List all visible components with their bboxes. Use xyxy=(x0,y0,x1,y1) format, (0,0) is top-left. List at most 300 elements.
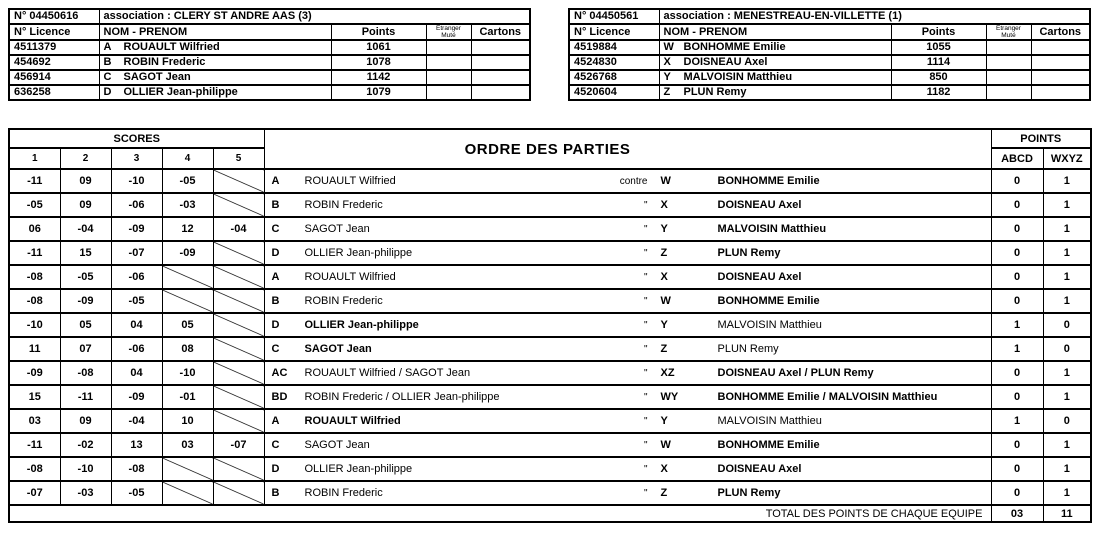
away-letter: Z xyxy=(660,487,668,499)
home-points-cell: 0 xyxy=(991,265,1043,289)
roster-header-row-2 xyxy=(9,24,530,40)
roster-header-row-2 xyxy=(569,24,1090,40)
home-points-cell: 1 xyxy=(991,313,1043,337)
home-points-cell: 0 xyxy=(991,361,1043,385)
score-cell: -09 xyxy=(60,289,111,313)
home-letter: A xyxy=(271,415,280,427)
versus-label: " xyxy=(643,271,648,283)
name-header: NOM - PRENOM xyxy=(659,24,891,40)
roster-player-row xyxy=(569,40,1090,55)
away-letter: W xyxy=(660,175,671,187)
player-name-cell xyxy=(99,85,331,100)
etranger-cell xyxy=(986,70,1031,85)
match-description-cell xyxy=(264,289,991,313)
match-row xyxy=(9,289,1091,313)
player-name-cell xyxy=(99,55,331,70)
score-cell: -05 xyxy=(111,481,162,505)
versus-label: " xyxy=(643,319,648,331)
points-cell: 1079 xyxy=(331,85,426,100)
match-description xyxy=(265,410,991,432)
player-letter: Y xyxy=(663,71,671,83)
match-header-row-1 xyxy=(9,129,1091,148)
score-cell: -09 xyxy=(111,385,162,409)
club-number: N° 04450616 xyxy=(9,9,99,24)
score-cell: -01 xyxy=(162,385,213,409)
home-letter: AC xyxy=(271,367,288,379)
match-row xyxy=(9,481,1091,505)
match-description-cell xyxy=(264,193,991,217)
roster-header-row-1 xyxy=(569,9,1090,24)
etranger-cell xyxy=(986,40,1031,55)
away-points-cell: 1 xyxy=(1043,241,1091,265)
match-description-cell xyxy=(264,313,991,337)
score-cell: 03 xyxy=(162,433,213,457)
home-letter: C xyxy=(271,343,280,355)
score-cell-empty xyxy=(213,409,264,433)
total-points-abcd: 03 xyxy=(991,505,1043,522)
score-cell: -08 xyxy=(9,457,60,481)
away-name: DOISNEAU Axel xyxy=(717,271,802,283)
score-cell: 06 xyxy=(9,217,60,241)
score-cell: -10 xyxy=(60,457,111,481)
licence-cell: 456914 xyxy=(9,70,99,85)
licence-cell: 4520604 xyxy=(569,85,659,100)
away-points-cell: 0 xyxy=(1043,313,1091,337)
versus-label: " xyxy=(643,199,648,211)
home-name: SAGOT Jean xyxy=(304,343,372,355)
etranger-mute-header xyxy=(426,24,471,40)
away-points-cell: 1 xyxy=(1043,193,1091,217)
score-cell-empty xyxy=(213,241,264,265)
score-cell: -06 xyxy=(111,337,162,361)
score-cell: 10 xyxy=(162,409,213,433)
mute-label: Muté xyxy=(1001,31,1016,39)
score-cell: 12 xyxy=(162,217,213,241)
roster-player-row xyxy=(569,85,1090,100)
away-name: DOISNEAU Axel xyxy=(717,199,802,211)
cartons-cell xyxy=(1031,85,1090,100)
score-cell-empty xyxy=(162,481,213,505)
score-cell: -08 xyxy=(60,361,111,385)
away-letter: X xyxy=(660,463,668,475)
match-row xyxy=(9,313,1091,337)
score-cell: 15 xyxy=(9,385,60,409)
player-name-cell xyxy=(659,40,891,55)
away-letter: Y xyxy=(660,223,668,235)
score-cell: 05 xyxy=(60,313,111,337)
points-cell: 1182 xyxy=(891,85,986,100)
player-letter: Z xyxy=(663,86,671,98)
roster-player-row xyxy=(9,70,530,85)
versus-label: " xyxy=(643,247,648,259)
score-cell-empty xyxy=(213,265,264,289)
match-row xyxy=(9,433,1091,457)
home-points-cell: 0 xyxy=(991,481,1043,505)
home-letter: C xyxy=(271,223,280,235)
match-description-cell xyxy=(264,409,991,433)
home-letter: D xyxy=(271,463,280,475)
versus-label: " xyxy=(643,343,648,355)
away-points-cell: 1 xyxy=(1043,481,1091,505)
match-description xyxy=(265,458,991,480)
versus-label: " xyxy=(643,439,648,451)
etranger-cell xyxy=(426,70,471,85)
score-cell: -10 xyxy=(162,361,213,385)
score-cell: 04 xyxy=(111,361,162,385)
away-name: MALVOISIN Matthieu xyxy=(717,415,822,427)
score-cell: -07 xyxy=(213,433,264,457)
away-points-cell: 1 xyxy=(1043,361,1091,385)
score-cell: 11 xyxy=(9,337,60,361)
match-description-cell xyxy=(264,361,991,385)
score-cell: -02 xyxy=(60,433,111,457)
score-cell-empty xyxy=(213,313,264,337)
name-header: NOM - PRENOM xyxy=(99,24,331,40)
home-name: ROBIN Frederic xyxy=(304,487,383,499)
score-cell: -06 xyxy=(111,193,162,217)
points-cell: 1055 xyxy=(891,40,986,55)
set-col-header-5: 5 xyxy=(213,148,264,169)
etranger-mute-header xyxy=(986,24,1031,40)
match-row xyxy=(9,385,1091,409)
home-points-cell: 0 xyxy=(991,433,1043,457)
licence-cell: 4511379 xyxy=(9,40,99,55)
points-header: Points xyxy=(891,24,986,40)
versus-label: " xyxy=(643,391,648,403)
versus-label: " xyxy=(643,415,648,427)
cartons-cell xyxy=(471,70,530,85)
match-row xyxy=(9,265,1091,289)
away-name: MALVOISIN Matthieu xyxy=(717,223,827,235)
score-cell: -11 xyxy=(9,241,60,265)
away-letter: X xyxy=(660,271,668,283)
match-description-cell xyxy=(264,385,991,409)
home-letter: B xyxy=(271,487,280,499)
score-cell: 09 xyxy=(60,193,111,217)
cartons-cell xyxy=(1031,70,1090,85)
licence-cell: 636258 xyxy=(9,85,99,100)
match-description-cell xyxy=(264,241,991,265)
score-cell: -05 xyxy=(9,193,60,217)
versus-label: " xyxy=(643,223,648,235)
score-cell: -11 xyxy=(60,385,111,409)
score-cell: -08 xyxy=(9,265,60,289)
points-cell: 1061 xyxy=(331,40,426,55)
score-cell: -05 xyxy=(60,265,111,289)
score-cell: 09 xyxy=(60,169,111,193)
match-description-cell xyxy=(264,169,991,193)
home-name: ROUAULT Wilfried / SAGOT Jean xyxy=(304,367,471,379)
association-name: association : CLERY ST ANDRE AAS (3) xyxy=(99,9,530,24)
away-points-cell: 1 xyxy=(1043,169,1091,193)
home-letter: C xyxy=(271,439,280,451)
away-points-cell: 1 xyxy=(1043,433,1091,457)
etranger-cell xyxy=(986,85,1031,100)
licence-cell: 4519884 xyxy=(569,40,659,55)
set-col-header-2: 2 xyxy=(60,148,111,169)
score-cell: -03 xyxy=(162,193,213,217)
player-name: DOISNEAU Axel xyxy=(683,56,768,68)
away-letter: XZ xyxy=(660,367,675,379)
match-row xyxy=(9,361,1091,385)
score-cell-empty xyxy=(213,337,264,361)
licence-header: N° Licence xyxy=(9,24,99,40)
roster-player-row xyxy=(9,55,530,70)
score-cell: -08 xyxy=(111,457,162,481)
player-letter: A xyxy=(103,41,112,53)
score-cell-empty xyxy=(213,457,264,481)
match-description xyxy=(265,434,991,456)
score-cell: 15 xyxy=(60,241,111,265)
licence-cell: 4524830 xyxy=(569,55,659,70)
licence-cell: 454692 xyxy=(9,55,99,70)
score-cell-empty xyxy=(213,361,264,385)
home-name: SAGOT Jean xyxy=(304,223,370,235)
match-order-table xyxy=(8,128,1092,523)
match-row xyxy=(9,337,1091,361)
away-name: BONHOMME Emilie / MALVOISIN Matthieu xyxy=(717,391,938,403)
match-description-cell xyxy=(264,337,991,361)
player-name-cell xyxy=(99,40,331,55)
home-letter: BD xyxy=(271,391,288,403)
score-cell-empty xyxy=(162,265,213,289)
home-points-cell: 1 xyxy=(991,409,1043,433)
home-points-cell: 0 xyxy=(991,217,1043,241)
match-row xyxy=(9,241,1091,265)
roster-player-row xyxy=(569,70,1090,85)
match-row xyxy=(9,457,1091,481)
match-description-cell xyxy=(264,433,991,457)
score-cell: -11 xyxy=(9,433,60,457)
away-letter: Z xyxy=(660,247,668,259)
match-description xyxy=(265,314,991,336)
away-name: PLUN Remy xyxy=(717,487,781,499)
roster-table-away xyxy=(568,8,1091,101)
home-letter: A xyxy=(271,175,280,187)
score-cell: 08 xyxy=(162,337,213,361)
home-name: SAGOT Jean xyxy=(304,439,370,451)
away-name: PLUN Remy xyxy=(717,247,781,259)
cartons-header: Cartons xyxy=(1031,24,1090,40)
score-cell: -07 xyxy=(9,481,60,505)
player-name: BONHOMME Emilie xyxy=(683,41,786,53)
score-cell: 09 xyxy=(60,409,111,433)
away-letter: W xyxy=(660,295,671,307)
score-cell: 04 xyxy=(111,313,162,337)
home-letter: B xyxy=(271,295,280,307)
away-points-cell: 1 xyxy=(1043,457,1091,481)
player-name: SAGOT Jean xyxy=(123,71,191,83)
player-letter: X xyxy=(663,56,671,68)
home-letter: D xyxy=(271,319,280,331)
match-description xyxy=(265,218,991,240)
score-cell: -09 xyxy=(111,217,162,241)
score-cell-empty xyxy=(213,193,264,217)
home-name: ROUAULT Wilfried xyxy=(304,271,396,283)
match-description xyxy=(265,362,991,384)
away-points-cell: 1 xyxy=(1043,289,1091,313)
away-name: DOISNEAU Axel / PLUN Remy xyxy=(717,367,874,379)
scores-header: SCORES xyxy=(9,129,264,148)
etranger-cell xyxy=(426,55,471,70)
points-cell: 1114 xyxy=(891,55,986,70)
match-row xyxy=(9,169,1091,193)
match-description xyxy=(265,290,991,312)
association-name: association : MENESTREAU-EN-VILLETTE (1) xyxy=(659,9,1090,24)
player-name-cell xyxy=(99,70,331,85)
match-description xyxy=(265,170,991,192)
licence-cell: 4526768 xyxy=(569,70,659,85)
total-points-wxyz: 11 xyxy=(1043,505,1091,522)
player-name: ROUAULT Wilfried xyxy=(123,41,220,53)
player-letter: B xyxy=(103,56,112,68)
home-name: ROBIN Frederic xyxy=(304,199,383,211)
player-letter: D xyxy=(103,86,112,98)
match-description xyxy=(265,266,991,288)
home-points-cell: 0 xyxy=(991,457,1043,481)
away-name: BONHOMME Emilie xyxy=(717,439,820,451)
home-name: OLLIER Jean-philippe xyxy=(304,463,413,475)
score-cell: -04 xyxy=(60,217,111,241)
away-points-cell: 1 xyxy=(1043,265,1091,289)
etranger-cell xyxy=(426,40,471,55)
score-cell-empty xyxy=(162,457,213,481)
score-cell: -03 xyxy=(60,481,111,505)
versus-label: " xyxy=(643,487,648,499)
player-name-cell xyxy=(659,85,891,100)
away-points-cell: 0 xyxy=(1043,409,1091,433)
match-description-cell xyxy=(264,481,991,505)
points-cell: 850 xyxy=(891,70,986,85)
versus-label: " xyxy=(643,463,648,475)
away-name: DOISNEAU Axel xyxy=(717,463,802,475)
versus-label: contre xyxy=(619,175,648,187)
score-cell: -08 xyxy=(9,289,60,313)
versus-label: " xyxy=(643,367,648,379)
roster-player-row xyxy=(569,55,1090,70)
score-cell: -10 xyxy=(111,169,162,193)
match-description xyxy=(265,242,991,264)
home-points-cell: 0 xyxy=(991,289,1043,313)
etranger-cell xyxy=(426,85,471,100)
score-cell: -07 xyxy=(111,241,162,265)
player-name-cell xyxy=(659,70,891,85)
player-letter: C xyxy=(103,71,112,83)
points-cell: 1078 xyxy=(331,55,426,70)
cartons-header: Cartons xyxy=(471,24,530,40)
match-description xyxy=(265,338,991,360)
match-row xyxy=(9,217,1091,241)
player-name: ROBIN Frederic xyxy=(123,56,206,68)
player-name: PLUN Remy xyxy=(683,86,747,98)
score-cell: 13 xyxy=(111,433,162,457)
player-letter: W xyxy=(663,41,674,53)
home-points-cell: 0 xyxy=(991,241,1043,265)
cartons-cell xyxy=(471,85,530,100)
score-cell: 03 xyxy=(9,409,60,433)
score-cell: -09 xyxy=(162,241,213,265)
mute-label: Muté xyxy=(441,31,456,39)
player-name-cell xyxy=(659,55,891,70)
home-letter: A xyxy=(271,271,280,283)
score-cell: -04 xyxy=(213,217,264,241)
score-cell-empty xyxy=(213,169,264,193)
away-name: MALVOISIN Matthieu xyxy=(717,319,822,331)
versus-label: " xyxy=(643,295,648,307)
score-cell: -04 xyxy=(111,409,162,433)
player-name: OLLIER Jean-philippe xyxy=(123,86,238,98)
cartons-cell xyxy=(471,55,530,70)
score-cell: 07 xyxy=(60,337,111,361)
match-description xyxy=(265,386,991,408)
set-col-header-3: 3 xyxy=(111,148,162,169)
points-header: Points xyxy=(331,24,426,40)
match-description xyxy=(265,194,991,216)
score-cell: -09 xyxy=(9,361,60,385)
away-name: PLUN Remy xyxy=(717,343,779,355)
match-description-cell xyxy=(264,457,991,481)
away-letter: Z xyxy=(660,343,668,355)
away-points-cell: 0 xyxy=(1043,337,1091,361)
total-label: TOTAL DES POINTS DE CHAQUE EQUIPE xyxy=(9,505,991,522)
cartons-cell xyxy=(1031,55,1090,70)
home-letter: B xyxy=(271,199,280,211)
roster-player-row xyxy=(9,40,530,55)
away-name: BONHOMME Emilie xyxy=(717,175,820,187)
home-letter: D xyxy=(271,247,280,259)
match-row xyxy=(9,193,1091,217)
match-description-cell xyxy=(264,217,991,241)
set-col-header-1: 1 xyxy=(9,148,60,169)
score-cell: -11 xyxy=(9,169,60,193)
match-row xyxy=(9,409,1091,433)
away-letter: Y xyxy=(660,319,668,331)
away-letter: W xyxy=(660,439,671,451)
points-section-header: POINTS xyxy=(991,129,1091,148)
roster-table-home xyxy=(8,8,531,101)
score-cell-empty xyxy=(213,481,264,505)
home-name: ROBIN Frederic / OLLIER Jean-philippe xyxy=(304,391,500,403)
away-points-cell: 1 xyxy=(1043,217,1091,241)
away-points-cell: 1 xyxy=(1043,385,1091,409)
etranger-cell xyxy=(986,55,1031,70)
home-points-cell: 0 xyxy=(991,385,1043,409)
total-row xyxy=(9,505,1091,522)
score-cell-empty xyxy=(213,289,264,313)
home-name: ROUAULT Wilfried xyxy=(304,415,401,427)
parties-title: ORDRE DES PARTIES xyxy=(264,129,991,169)
score-cell-empty xyxy=(162,289,213,313)
home-name: ROBIN Frederic xyxy=(304,295,383,307)
score-cell: -05 xyxy=(162,169,213,193)
away-letter: Y xyxy=(660,415,668,427)
away-letter: X xyxy=(660,199,668,211)
away-letter: WY xyxy=(660,391,679,403)
roster-player-row xyxy=(9,85,530,100)
score-cell: -10 xyxy=(9,313,60,337)
score-cell-empty xyxy=(213,385,264,409)
away-name: BONHOMME Emilie xyxy=(717,295,820,307)
roster-header-row-1 xyxy=(9,9,530,24)
home-points-cell: 0 xyxy=(991,193,1043,217)
home-name: OLLIER Jean-philippe xyxy=(304,319,419,331)
points-cell: 1142 xyxy=(331,70,426,85)
licence-header: N° Licence xyxy=(569,24,659,40)
match-description xyxy=(265,482,991,504)
score-cell: -06 xyxy=(111,265,162,289)
set-col-header-4: 4 xyxy=(162,148,213,169)
score-cell: 05 xyxy=(162,313,213,337)
